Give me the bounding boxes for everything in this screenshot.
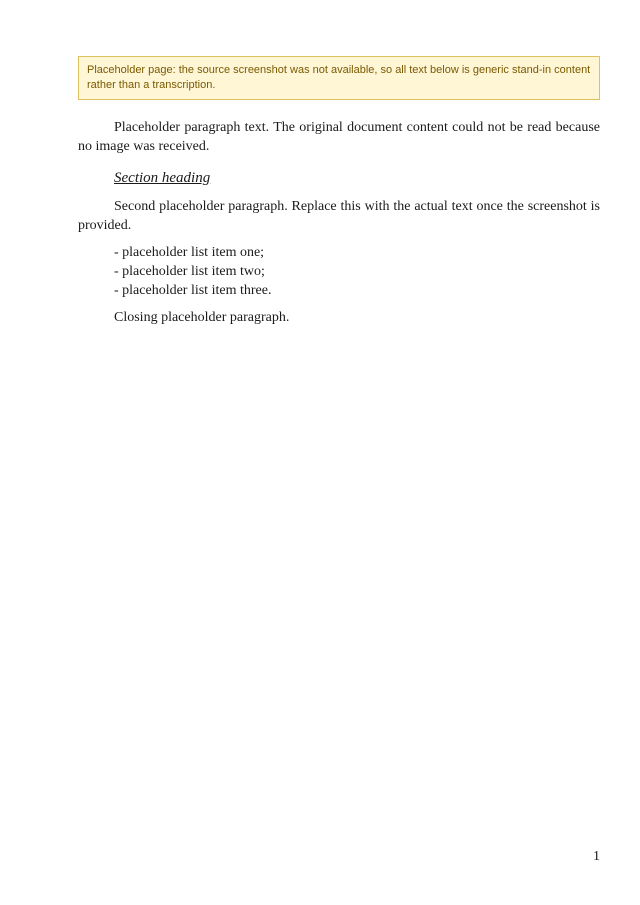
section-heading: Section heading bbox=[114, 169, 211, 186]
body-paragraph: Placeholder paragraph text. The original document content could not be read because no image was received. bbox=[78, 119, 600, 154]
list-item: - placeholder list item three. bbox=[114, 282, 272, 298]
list-item: - placeholder list item one; bbox=[114, 244, 265, 260]
page-number: 1 bbox=[593, 849, 600, 864]
placeholder-notice: Placeholder page: the source screenshot was not available, so all text below is generic stand-in content rather than a transcription. bbox=[78, 56, 600, 100]
bullet-list bbox=[78, 243, 600, 300]
body-paragraph: Second placeholder paragraph. Replace this with the actual text once the screenshot is provided. bbox=[78, 198, 600, 233]
list-item: - placeholder list item two; bbox=[114, 263, 265, 279]
closing-paragraph: Closing placeholder paragraph. bbox=[114, 309, 290, 325]
